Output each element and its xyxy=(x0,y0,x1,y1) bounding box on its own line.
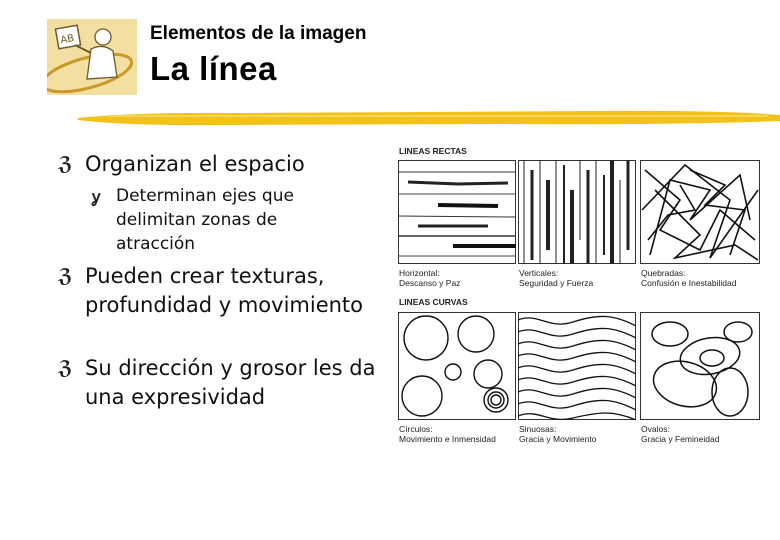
y-bullet-icon: ỿ xyxy=(92,187,101,206)
straight-lines-heading: LINEAS RECTAS xyxy=(399,146,467,156)
caption-horizontal-title: Horizontal: xyxy=(399,268,440,278)
bullet-direccion xyxy=(58,354,378,412)
vertical-lines-panel xyxy=(518,160,636,264)
caption-horizontal-desc: Descanso y Paz xyxy=(399,278,461,288)
caption-broken-desc: Confusión e Inestabilidad xyxy=(641,278,737,288)
bullet-text: Su dirección y grosor les da una expresividad xyxy=(85,356,376,409)
bullet-texturas xyxy=(58,262,378,320)
caption-broken-title: Quebradas: xyxy=(641,268,686,278)
bullet-text: Pueden crear texturas, profundidad y movimiento xyxy=(85,264,364,317)
caption-sinuous-title: Sinuosas: xyxy=(519,424,557,434)
presenter-logo xyxy=(47,19,137,95)
caption-sinuous-desc: Gracia y Movimiento xyxy=(519,434,597,444)
horizontal-lines-panel xyxy=(398,160,516,264)
curved-lines-heading: LINEAS CURVAS xyxy=(399,297,468,307)
caption-circles-desc: Movimiento e Inmensidad xyxy=(399,434,496,444)
caption-ovals-title: Ovalos: xyxy=(641,424,670,434)
sinuous-lines-panel xyxy=(518,312,636,420)
slide-title: La línea xyxy=(150,50,277,87)
title-underline xyxy=(78,104,780,130)
z-bullet-icon: ℨ xyxy=(58,357,73,379)
caption-circles-title: Círculos: xyxy=(399,424,433,434)
bullet-organizan xyxy=(58,150,378,179)
broken-lines-panel xyxy=(640,160,760,264)
z-bullet-icon: ℨ xyxy=(58,265,73,287)
z-bullet-icon: ℨ xyxy=(58,153,73,175)
caption-vertical-title: Verticales: xyxy=(519,268,559,278)
bullet-text: Organizan el espacio xyxy=(85,152,305,176)
sub-bullet-text: Determinan ejes que delimitan zonas de atracción xyxy=(116,186,294,254)
svg-text:AB: AB xyxy=(59,33,76,47)
caption-ovals-desc: Gracia y Femineidad xyxy=(641,434,720,444)
circles-panel xyxy=(398,312,516,420)
line-types-figure xyxy=(396,144,766,444)
ovals-panel xyxy=(640,312,760,420)
sub-bullet-ejes xyxy=(92,184,342,256)
caption-vertical-desc: Seguridad y Fuerza xyxy=(519,278,594,288)
slide-subtitle: Elementos de la imagen xyxy=(150,23,367,44)
